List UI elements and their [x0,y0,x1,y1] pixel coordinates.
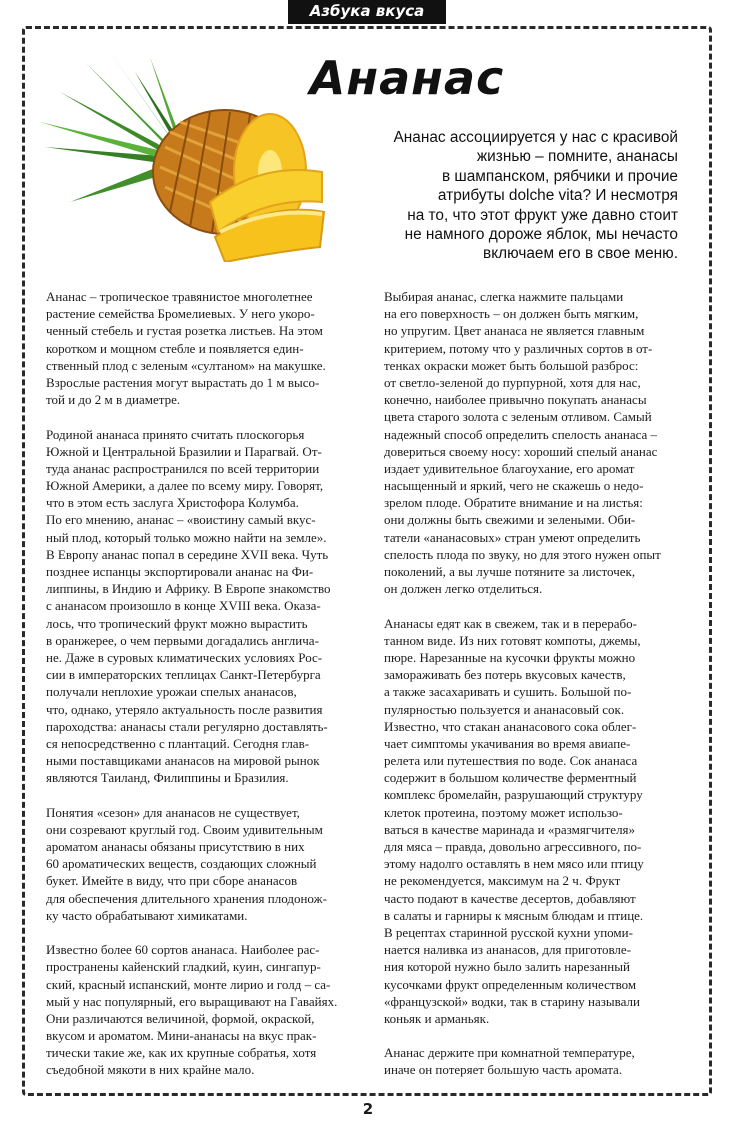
paragraph [384,288,704,597]
text-line: коротком и мощном стебле и появляется един- [46,340,304,356]
text-line: для обеспечения длительного хранения плодонож- [46,890,327,906]
text-line: той и до 2 м в диаметре. [46,392,181,408]
intro-line: Ананас ассоциируется у нас с красивой [393,129,678,146]
text-line: туда ананас распространился по всей территории [46,460,320,476]
text-line: В Европу ананас попал в середине XVII века. Чуть [46,546,329,562]
text-line: ченный стебель и густая розетка листьев. На этом [46,323,323,339]
text-line: комплекс бромелайн, разрушающий структуру [384,787,643,803]
text-line: не рекомендуется, максимум на 2 ч. Фрукт [384,873,621,889]
article-intro [350,128,678,264]
intro-line: на то, что этот фрукт уже давно стоит [407,206,678,224]
text-line: пространены кайенский гладкий, куин, сингапур- [46,959,321,975]
text-line: он должен легко отделиться. [384,581,543,597]
text-line: кусочками фрукт определенным количеством [384,976,637,992]
text-line: релета или путешествия по воде. Сок ананаса [384,753,638,769]
text-line: ся непосредственно с плантаций. Сегодня глав- [46,735,310,751]
paragraph-gap [46,924,366,941]
text-line: являются Таиланд, Филиппины и Бразилия. [46,770,289,786]
page-number: 2 [362,1100,374,1118]
text-line: Южной Америки, а далее по всему миру. Говорят, [46,478,324,494]
text-line: они созревают круглый год. Своим удивительным [46,821,323,837]
paragraph [46,426,366,787]
article-title: Ананас [309,51,505,105]
text-line: букет. Имейте в виду, что при сборе ананасов [46,873,298,889]
text-line: насыщенный и яркий, чего не скажешь о недо- [384,478,644,494]
text-line: тически такие же, как их крупные собратья, хотя [46,1045,317,1061]
text-line: лось, что тропический фрукт можно вырастить [46,615,308,631]
paragraph [384,615,704,1028]
text-line: цвета старого золота с зеленым отливом. Самый [384,409,652,425]
text-line: нается наливка из ананасов, для приготовле- [384,942,632,958]
paragraph-gap [46,786,366,803]
text-line: спелость плода по звуку, но для этого нужен опыт [384,546,661,562]
text-line: для мяса – правда, довольно агрессивного, по- [384,839,642,854]
text-line: зрелом плоде. Обратите внимание и на листья: [384,495,643,511]
paragraph [46,288,366,408]
text-line: клеток протеина, поэтому может использо- [384,804,623,820]
text-line: ваться в качестве маринада и «размягчителя» [384,821,636,837]
text-line: ароматом ананасы обязаны присутствию в них [46,839,305,854]
text-line: ку часто обрабатывают химикатами. [46,907,248,923]
text-line: на его поверхность – он должен быть мягким, [384,306,639,322]
text-line: танном виде. Из них готовят компоты, джемы, [384,632,641,648]
text-line: Взрослые растения могут вырастать до 1 м высо- [46,374,320,390]
text-line: что в этом есть заслуга Христофора Колумба. [46,495,299,511]
text-line: а также засахаривать и сушить. Большой по- [384,684,632,700]
text-line: замораживать без потерь вкусовых качеств, [384,667,626,683]
paragraph [384,1044,704,1078]
text-line: ственный плод с зеленым «султаном» на макушке. [46,357,326,373]
text-line: в салаты и гарниры к мясным блюдам и птице. [384,907,644,923]
pineapple-illustration [40,52,340,262]
text-line: сии в императорских теплицах Санкт-Петербурга [46,667,321,683]
text-line: позднее испанцы экспортировали ананас на Фи- [46,564,314,579]
text-line: ный плод, который только можно найти на земле». [46,529,327,545]
text-line: ский, красный испанский, монте лирио и голд – са- [46,976,331,992]
intro-line: атрибуты dolche vita? И несмотря [437,187,678,205]
text-line: 60 ароматических веществ, создающих сложный [46,856,317,872]
text-line: съедобной мякоти в них крайне мало. [46,1062,255,1078]
text-line: конечно, наиболее привычно покупать ананасы [384,392,647,408]
text-line: В рецептах старинной русской кухни упоми- [384,924,633,940]
intro-line: в шампанском, рябчики и прочие [441,167,678,185]
paragraph-gap [384,597,704,614]
text-line: Понятия «сезон» для ананасов не существует, [46,804,300,820]
text-line: ния которой нужно было залить нарезанный [384,959,630,975]
text-line: критерием, потому что у различных сортов в от- [384,340,653,356]
text-line: не. Даже в суровых климатических условиях Рос- [46,649,323,665]
text-line: липпины, в Индию и Африку. В Европе знакомство [46,581,331,597]
text-line: чает симптомы укачивания во время авиапе- [384,735,631,751]
text-line: поколений, а вы лучше потяните за листочек, [384,564,636,579]
text-line: надежный способ определить спелость ананаса – [384,426,658,442]
text-line: довериться своему носу: хороший спелый ананас [384,443,658,459]
text-line: часто подают в качестве десертов, добавляют [384,890,636,906]
text-line: По его мнению, ананас – «воистину самый вкус- [46,512,316,528]
left-text-column [46,288,366,1079]
text-line: от светло-зеленой до пурпурной, хотя для нас, [384,374,641,390]
text-line: Родиной ананаса принято считать плоскогорья [46,426,305,442]
paragraph [46,941,366,1079]
intro-line: включаем его в свое меню. [483,245,678,263]
paragraph-gap [46,408,366,425]
text-line: Ананас – тропическое травянистое многолетнее [46,289,313,304]
text-line: этому надолго оставлять в нем мясо или птицу [384,856,644,872]
text-line: иначе он потеряет большую часть аромата. [384,1062,623,1078]
section-header: Азбука вкуса [288,0,446,24]
text-line: пулярностью пользуется и ананасовый сок. [384,701,625,717]
text-line: в оранжерее, о чем первыми догадались англича- [46,632,319,648]
intro-line: не намного дороже яблок, мы нечасто [404,226,678,244]
text-line: Выбирая ананас, слегка нажмите пальцами [384,289,624,304]
text-line: содержит в большом количестве ферментный [384,770,637,786]
text-line: что, однако, утеряло актуальность после развития [46,701,323,717]
text-line: Они различаются величиной, формой, окраской, [46,1010,315,1026]
text-line: но упругим. Цвет ананаса не является главным [384,323,645,339]
text-line: Известно, что стакан ананасового сока облег- [384,718,637,734]
paragraph [46,804,366,924]
text-line: Южной и Центральной Бразилии и Парагвай. От- [46,443,322,459]
text-line: вкусом и ароматом. Мини-ананасы на вкус прак- [46,1028,317,1044]
text-line: Ананас держите при комнатной температуре, [384,1045,635,1061]
text-line: издает удивительное благоухание, его аромат [384,460,635,476]
text-line: растение семейства Бромелиевых. У него укоро- [46,306,315,322]
text-line: Ананасы едят как в свежем, так и в перерабо- [384,615,637,631]
text-line: ными поставщиками ананасов на мировой рынок [46,753,320,769]
text-line: коньяк и арманьяк. [384,1010,490,1026]
text-line: татели «ананасовых» стран умеют определить [384,529,641,545]
right-text-column [384,288,704,1079]
text-line: «французской» водки, так в старину называли [384,993,640,1009]
intro-line: жизнью – помните, ананасы [476,148,678,166]
text-line: пароходства: ананасы стали регулярно доставлять- [46,718,328,734]
text-line: с ананасом произошло в конце XVIII века. Оказа- [46,598,321,614]
text-line: мый у нас популярный, его выращивают на Гавайях. [46,993,338,1009]
paragraph-gap [384,1027,704,1044]
text-line: Известно более 60 сортов ананаса. Наиболее рас- [46,942,320,958]
text-line: пюре. Нарезанные на кусочки фрукты можно [384,649,636,665]
text-line: они должны быть свежими и зелеными. Оби- [384,512,636,528]
text-line: получали неплохие урожаи спелых ананасов, [46,684,297,700]
text-line: тенках окраски может быть большой разброс: [384,357,639,373]
